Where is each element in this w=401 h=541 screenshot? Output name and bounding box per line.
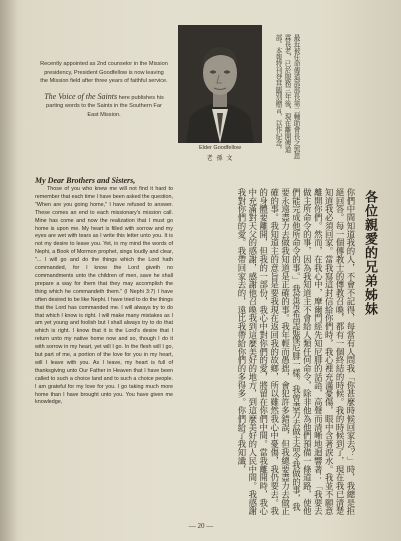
publication-note-rest: here publishes his parting words to the Saints in the Southern Far East Mission.: [46, 94, 164, 118]
announcement-text: Recently appointed as 2nd counselor in the Mission presidency, President Goodfellow is now leaving the Mission field after three years of faithful service.: [40, 61, 168, 85]
publication-name: The Voice of the Saints: [44, 91, 118, 101]
letter-salutation: My Dear Brothers and Sisters,: [35, 176, 136, 185]
page-gutter-shadow: [0, 0, 18, 541]
publication-note: [40, 93, 168, 120]
portrait-caption-english: Elder Goodfellow: [199, 145, 241, 151]
letter-paragraph: Those of you who knew me will not find it hard to remember that each time I have been asked the question, "When are you going home," I have refused to answer. These comes an end to each missionary's mission call. Mine has come and now the realization that I must go home is upon me. My heart is filled with sorrow and my eyes are wet with tears as I write this letter unto you. It is not my desire to leave you. Yet, in my mind the words of Nephi, a Book of Mormon prophet, sings loudly and clear, "... I will go and do the things which the Lord hath commanded, for I know the Lord giveth no commandments unto the children of men, save he shall prepare a way for them that they may accomplish the thing which he commandeth them." (I Nephi 3:7) I have often desired to be like Nephi. I have tried to do the things that the Lord has commanded me. I will always try to do that which I know is right. I will make many mistakes as I am yet young and foolish but I shall always try to do that which is right. I know that it is the Lord's desire that I return unto my native home now and so, though I do it with sorrow in my heart, yet will I go. In the flesh will I go, but part of me, a portion of the love for you in my heart, will I leave with you. As I leave, my heart is full of thanksgiving unto Our Father in Heaven that I have been called to such a choice land and to such a choice people. I am grateful for my love for you. I go taking much more home than I have brought unto you. You have given me knowledge,: [35, 186, 173, 406]
top-announcement: [40, 60, 168, 127]
chinese-letter-body: 你們中間知道我的人，不會不記得，每當有人問我「你甚麼時候回家去？」時，我總是拒絕回答。每一個傳教士的傳教召喚，都有一個終結的時候。我的時候到了，現在我已清楚知道我必須回家。當我寫這封信給你們時，我心裡充滿憂傷，眼中含著淚水。我並不願意離開你們。然而，在我心中，摩爾門經先知尼腓的話語，高聲而清晰地迴響著：「我要去做主所命令的事，因為我知道主不會給人類任何命令，除非他為他們預備一條道路，使他們能完成他所命令的事。」我常常希望能像尼腓一樣。我曾盡力去做主命令我做的事，我要永遠盡力去做我知道是正確的事。我年輕而愚拙，會犯許多錯誤，但我總要盡力去做正確的事。我知道主的意旨是要我現在返回我的故鄉，所以雖然我心中憂傷，我仍要去。我的身體要離開，但我的一部份，我心中對你們的愛，將留在你們中間。當我離開時，我心中充滿對天父的感謝，感謝他召喚我到這麼美好的地方，到這麼美好的人民中間。我感謝我對你們的愛。我帶回家去的，遠比我帶給你們的多得多。你們給了我知識，: [236, 188, 356, 516]
portrait-image: [178, 25, 262, 143]
chinese-letter-title: 各位親愛的兄弟姊妹: [362, 190, 377, 316]
portrait-caption-chinese: 老 孫 文: [206, 155, 234, 162]
english-letter-body: [35, 186, 173, 516]
portrait-photo: [178, 25, 262, 143]
page-number: — 20 —: [188, 522, 214, 530]
chinese-announcement: 最近被任命傳道部部長第二輔助會長之郭恩霖長老，已於服務三年後，現在離開傳道部。本報特刊登其臨別贈言，以作紀念。: [274, 34, 300, 160]
